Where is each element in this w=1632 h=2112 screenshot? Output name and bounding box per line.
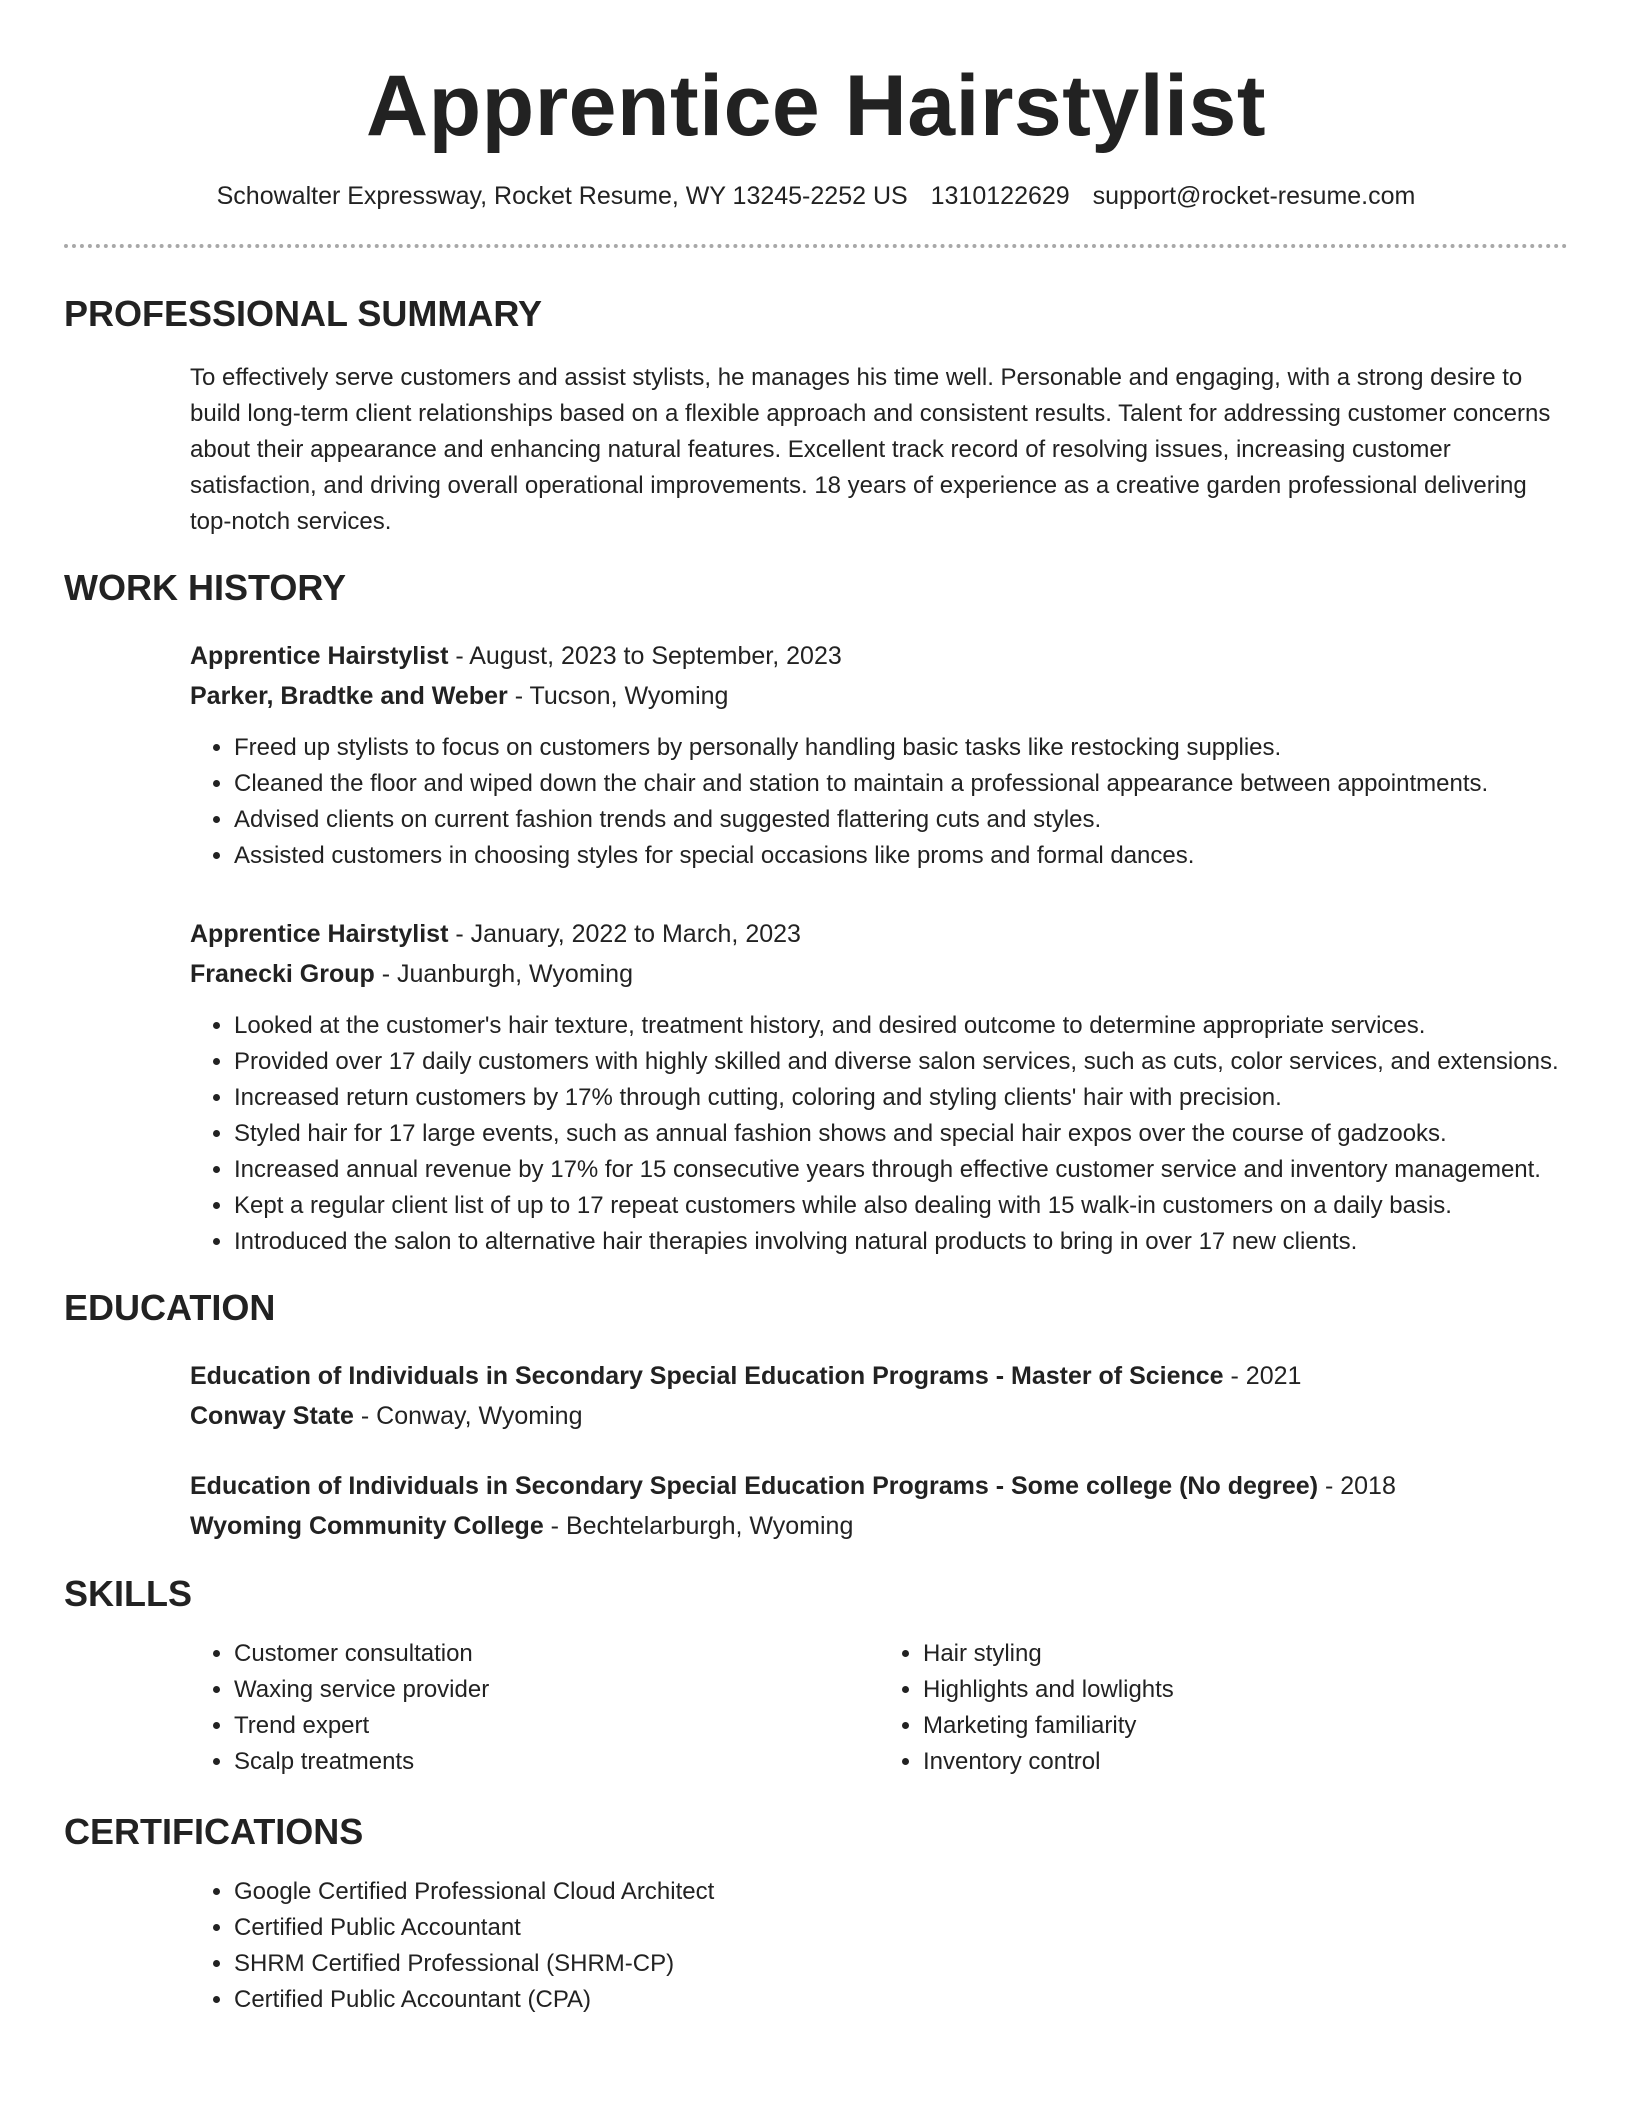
job-bullets xyxy=(190,1008,1568,1260)
education-school-line xyxy=(190,1506,1568,1546)
skill-item: • Waxing service provider xyxy=(234,1672,879,1708)
section-title-education: EDUCATION xyxy=(64,1287,276,1328)
contact-address: Schowalter Expressway, Rocket Resume, WY 13245-2252 US xyxy=(216,182,908,210)
education-school: Wyoming Community College xyxy=(190,1512,544,1540)
job-dates: - August, 2023 to September, 2023 xyxy=(448,642,842,670)
contact-line xyxy=(64,180,1568,212)
job-bullet: • Advised clients on current fashion trends and suggested flattering cuts and styles. xyxy=(234,802,1568,838)
education-degree-line xyxy=(190,1466,1568,1506)
job-bullet: • Looked at the customer's hair texture, treatment history, and desired outcome to determine appropriate services. xyxy=(234,1008,1568,1044)
certifications-list xyxy=(190,1874,1568,2018)
education-year: - 2021 xyxy=(1223,1362,1302,1390)
skill-item: • Trend expert xyxy=(234,1708,879,1744)
resume-page xyxy=(64,0,1568,2018)
job-bullet: • Provided over 17 daily customers with highly skilled and diverse salon services, such as cuts, color services, and extensions. xyxy=(234,1044,1568,1080)
job-company-line xyxy=(190,676,1568,716)
job-role-line xyxy=(190,914,1568,954)
certification-item: • Certified Public Accountant xyxy=(234,1910,1568,1946)
job-role: Apprentice Hairstylist xyxy=(190,920,449,948)
job-bullets xyxy=(190,730,1568,874)
skill-item: • Customer consultation xyxy=(234,1636,879,1672)
job-entry xyxy=(190,914,1568,1260)
education-entry xyxy=(190,1466,1568,1546)
skill-item: • Marketing familiarity xyxy=(923,1708,1568,1744)
job-entry xyxy=(190,636,1568,874)
job-role: Apprentice Hairstylist xyxy=(190,642,449,670)
header-divider xyxy=(64,244,1568,248)
summary-text: To effectively serve customers and assist stylists, he manages his time well. Personable and engaging, with a strong desire to build long-term client relationships based on a flexible approach and consistent results. Talent for addressing customer concerns about their appearance and enhancing natural features. Excellent track record of resolving issues, increasing customer satisfaction, and driving overall operational improvements. 18 years of experience as a creative garden professional delivering top-notch services. xyxy=(190,364,1551,535)
job-bullet: • Styled hair for 17 large events, such as annual fashion shows and special hair expos over the course of gadzooks. xyxy=(234,1116,1568,1152)
skill-item: • Scalp treatments xyxy=(234,1744,879,1780)
job-bullet: • Freed up stylists to focus on customers by personally handling basic tasks like restocking supplies. xyxy=(234,730,1568,766)
skill-item: • Highlights and lowlights xyxy=(923,1672,1568,1708)
skills-list-left xyxy=(190,1636,879,1780)
job-bullet: • Kept a regular client list of up to 17 repeat customers while also dealing with 15 walk-in customers on a daily basis. xyxy=(234,1188,1568,1224)
section-title-work-history: WORK HISTORY xyxy=(64,567,347,608)
job-bullet: • Assisted customers in choosing styles for special occasions like proms and formal dances. xyxy=(234,838,1568,874)
education-year: - 2018 xyxy=(1318,1472,1396,1500)
certification-item: • SHRM Certified Professional (SHRM-CP) xyxy=(234,1946,1568,1982)
certification-item: • Google Certified Professional Cloud Architect xyxy=(234,1874,1568,1910)
resume-name: Apprentice Hairstylist xyxy=(366,58,1266,154)
job-company-line xyxy=(190,954,1568,994)
job-bullet: • Introduced the salon to alternative hair therapies involving natural products to bring in over 17 new clients. xyxy=(234,1224,1568,1260)
job-location: - Tucson, Wyoming xyxy=(507,682,729,710)
section-title-certifications: CERTIFICATIONS xyxy=(64,1811,364,1852)
job-dates: - January, 2022 to March, 2023 xyxy=(448,920,801,948)
education-degree: Education of Individuals in Secondary Special Education Programs - Some college (No degree) xyxy=(190,1472,1319,1500)
contact-email: support@rocket-resume.com xyxy=(1092,182,1416,210)
education-degree-line xyxy=(190,1356,1568,1396)
skill-item: • Hair styling xyxy=(923,1636,1568,1672)
certification-item: • Certified Public Accountant (CPA) xyxy=(234,1982,1568,2018)
skill-item: • Inventory control xyxy=(923,1744,1568,1780)
certifications-body xyxy=(190,1874,1568,2018)
job-company: Franecki Group xyxy=(190,960,375,988)
education-school-line xyxy=(190,1396,1568,1436)
skills-list-right xyxy=(879,1636,1568,1780)
job-bullet: • Increased annual revenue by 17% for 15 consecutive years through effective customer service and inventory management. xyxy=(234,1152,1568,1188)
education-degree: Education of Individuals in Secondary Special Education Programs - Master of Science xyxy=(190,1362,1224,1390)
education-school: Conway State xyxy=(190,1402,354,1430)
section-title-skills: SKILLS xyxy=(64,1573,193,1614)
job-company: Parker, Bradtke and Weber xyxy=(190,682,508,710)
skills-grid xyxy=(190,1636,1568,1780)
job-bullet: • Cleaned the floor and wiped down the chair and station to maintain a professional appearance between appointments. xyxy=(234,766,1568,802)
job-bullet: • Increased return customers by 17% through cutting, coloring and styling clients' hair with precision. xyxy=(234,1080,1568,1116)
education-entry xyxy=(190,1356,1568,1436)
job-role-line xyxy=(190,636,1568,676)
education-location: - Conway, Wyoming xyxy=(353,1402,583,1430)
education-location: - Bechtelarburgh, Wyoming xyxy=(543,1512,854,1540)
contact-phone: 1310122629 xyxy=(930,182,1070,210)
job-location: - Juanburgh, Wyoming xyxy=(374,960,633,988)
section-title-summary: PROFESSIONAL SUMMARY xyxy=(64,293,543,334)
